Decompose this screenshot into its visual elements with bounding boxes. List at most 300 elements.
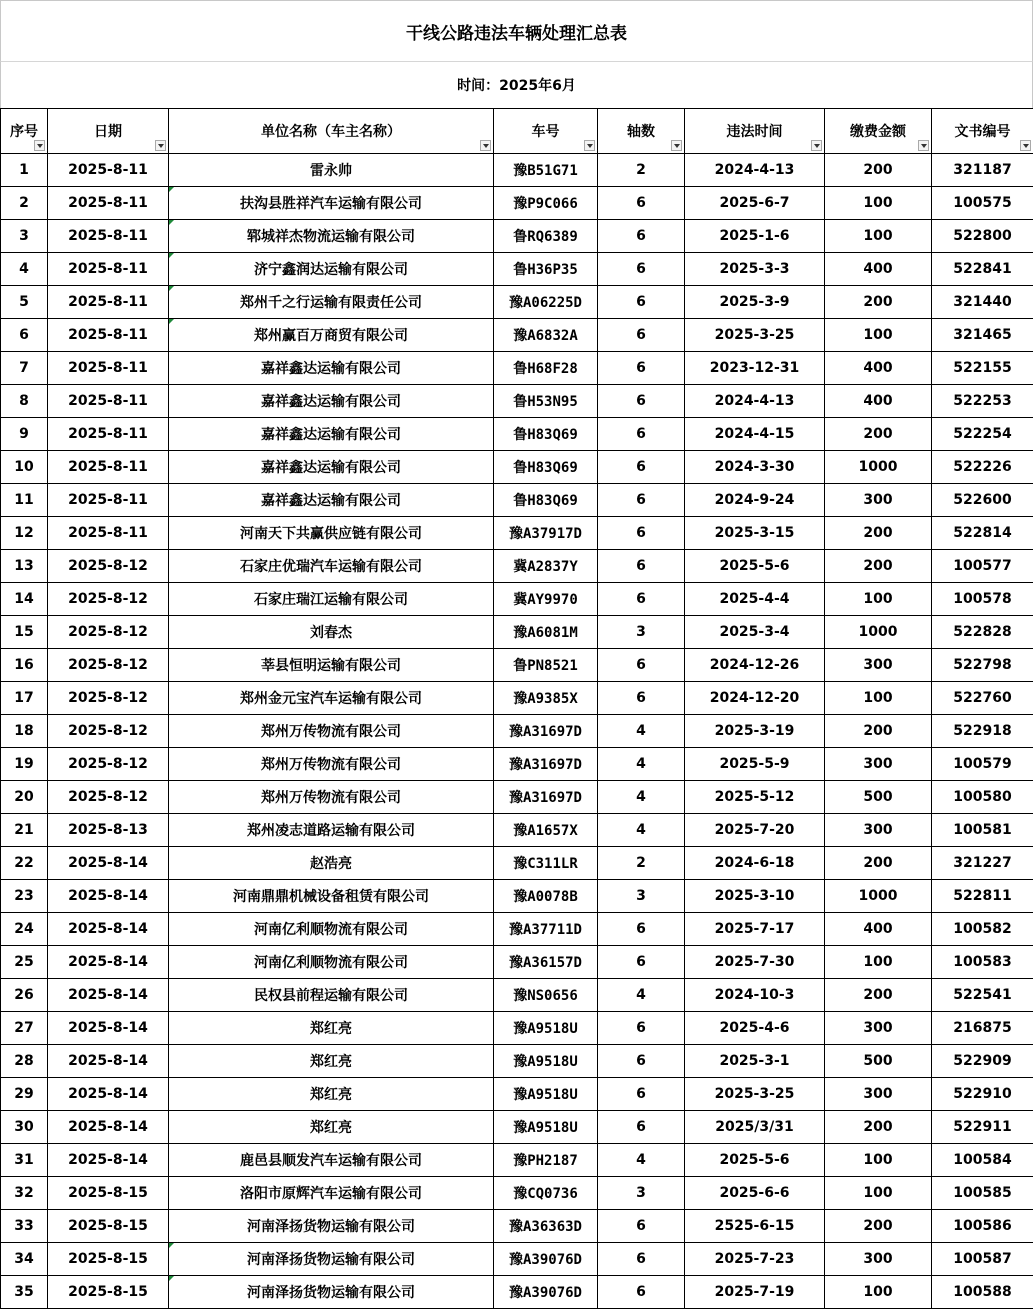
cell-plate[interactable]: 鲁PN8521 — [494, 649, 598, 682]
cell-violation-time[interactable]: 2025-4-6 — [685, 1012, 825, 1045]
cell-axles[interactable]: 6 — [598, 319, 685, 352]
cell-unit[interactable]: 郑红亮 — [169, 1045, 494, 1078]
cell-plate[interactable]: 豫PH2187 — [494, 1144, 598, 1177]
cell-doc-number[interactable]: 522798 — [932, 649, 1033, 682]
cell-unit[interactable]: 石家庄优瑞汽车运输有限公司 — [169, 550, 494, 583]
cell-violation-time[interactable]: 2025-5-6 — [685, 1144, 825, 1177]
cell-violation-time[interactable]: 2024-10-3 — [685, 979, 825, 1012]
header-doc-number-label: 文书编号 — [955, 124, 1011, 140]
cell-plate[interactable]: 豫A36157D — [494, 946, 598, 979]
filter-dropdown-icon[interactable] — [811, 140, 822, 151]
cell-plate[interactable]: 豫A39076D — [494, 1243, 598, 1276]
cell-doc-number[interactable]: 522828 — [932, 616, 1033, 649]
cell-doc-number[interactable]: 100579 — [932, 748, 1033, 781]
cell-axles[interactable]: 6 — [598, 1210, 685, 1243]
cell-violation-time[interactable]: 2025-3-10 — [685, 880, 825, 913]
cell-fee[interactable]: 200 — [825, 418, 932, 451]
cell-date[interactable]: 2025-8-14 — [48, 913, 169, 946]
cell-date[interactable]: 2025-8-14 — [48, 1012, 169, 1045]
cell-doc-number[interactable]: 100580 — [932, 781, 1033, 814]
cell-date[interactable]: 2025-8-11 — [48, 385, 169, 418]
cell-date[interactable]: 2025-8-15 — [48, 1243, 169, 1276]
cell-violation-time[interactable]: 2025/3/31 — [685, 1111, 825, 1144]
cell-plate[interactable]: 豫B51G71 — [494, 154, 598, 187]
cell-date[interactable]: 2025-8-12 — [48, 682, 169, 715]
cell-date[interactable]: 2025-8-12 — [48, 550, 169, 583]
cell-date[interactable]: 2025-8-11 — [48, 352, 169, 385]
cell-doc-number[interactable]: 522814 — [932, 517, 1033, 550]
cell-no[interactable]: 5 — [1, 286, 48, 319]
cell-plate[interactable]: 鲁H83Q69 — [494, 451, 598, 484]
cell-fee[interactable]: 200 — [825, 847, 932, 880]
cell-axles[interactable]: 6 — [598, 517, 685, 550]
cell-no[interactable]: 12 — [1, 517, 48, 550]
cell-fee[interactable]: 200 — [825, 517, 932, 550]
cell-date[interactable]: 2025-8-15 — [48, 1210, 169, 1243]
cell-violation-time[interactable]: 2025-6-6 — [685, 1177, 825, 1210]
cell-unit[interactable]: 郑州千之行运输有限责任公司 — [169, 286, 494, 319]
cell-violation-time[interactable]: 2025-3-4 — [685, 616, 825, 649]
cell-plate[interactable]: 豫A1657X — [494, 814, 598, 847]
cell-plate[interactable]: 豫A37711D — [494, 913, 598, 946]
cell-axles[interactable]: 6 — [598, 1012, 685, 1045]
cell-unit[interactable]: 郑红亮 — [169, 1078, 494, 1111]
cell-violation-time[interactable]: 2025-6-7 — [685, 187, 825, 220]
header-plate[interactable] — [494, 109, 598, 154]
cell-fee[interactable]: 1000 — [825, 451, 932, 484]
cell-unit[interactable]: 扶沟县胜祥汽车运输有限公司 — [169, 187, 494, 220]
cell-fee[interactable]: 1000 — [825, 880, 932, 913]
cell-fee[interactable]: 500 — [825, 1045, 932, 1078]
cell-no[interactable]: 13 — [1, 550, 48, 583]
cell-unit[interactable]: 石家庄瑞江运输有限公司 — [169, 583, 494, 616]
cell-date[interactable]: 2025-8-11 — [48, 484, 169, 517]
cell-date[interactable]: 2025-8-11 — [48, 319, 169, 352]
cell-date[interactable]: 2025-8-12 — [48, 715, 169, 748]
cell-no[interactable]: 1 — [1, 154, 48, 187]
cell-violation-time[interactable]: 2025-5-9 — [685, 748, 825, 781]
cell-no[interactable]: 3 — [1, 220, 48, 253]
cell-violation-time[interactable]: 2025-4-4 — [685, 583, 825, 616]
cell-date[interactable]: 2025-8-11 — [48, 154, 169, 187]
table-row — [1, 187, 1033, 220]
cell-violation-time[interactable]: 2025-7-20 — [685, 814, 825, 847]
cell-doc-number[interactable]: 321227 — [932, 847, 1033, 880]
cell-date[interactable]: 2025-8-14 — [48, 946, 169, 979]
cell-axles[interactable]: 2 — [598, 154, 685, 187]
cell-plate[interactable]: 豫A37917D — [494, 517, 598, 550]
cell-doc-number[interactable]: 100577 — [932, 550, 1033, 583]
cell-fee[interactable]: 200 — [825, 286, 932, 319]
cell-date[interactable]: 2025-8-14 — [48, 1111, 169, 1144]
cell-unit[interactable]: 郑州凌志道路运输有限公司 — [169, 814, 494, 847]
cell-violation-time[interactable]: 2024-6-18 — [685, 847, 825, 880]
cell-violation-time[interactable]: 2025-7-30 — [685, 946, 825, 979]
cell-fee[interactable]: 400 — [825, 385, 932, 418]
cell-date[interactable]: 2025-8-12 — [48, 616, 169, 649]
header-plate-label: 车号 — [532, 124, 560, 140]
cell-no[interactable]: 6 — [1, 319, 48, 352]
cell-doc-number[interactable]: 522155 — [932, 352, 1033, 385]
cell-fee[interactable]: 400 — [825, 913, 932, 946]
cell-date[interactable]: 2025-8-11 — [48, 187, 169, 220]
cell-unit[interactable]: 雷永帅 — [169, 154, 494, 187]
cell-fee[interactable]: 300 — [825, 484, 932, 517]
cell-axles[interactable]: 3 — [598, 616, 685, 649]
cell-violation-time[interactable]: 2024-12-26 — [685, 649, 825, 682]
filter-dropdown-icon[interactable] — [918, 140, 929, 151]
cell-date[interactable]: 2025-8-14 — [48, 1045, 169, 1078]
cell-fee[interactable]: 200 — [825, 154, 932, 187]
cell-date[interactable]: 2025-8-11 — [48, 517, 169, 550]
cell-fee[interactable]: 100 — [825, 1276, 932, 1309]
cell-no[interactable]: 25 — [1, 946, 48, 979]
header-violation-time[interactable] — [685, 109, 825, 154]
cell-plate[interactable]: 豫A6081M — [494, 616, 598, 649]
cell-violation-time[interactable]: 2025-3-25 — [685, 319, 825, 352]
cell-plate[interactable]: 豫A9385X — [494, 682, 598, 715]
cell-no[interactable]: 22 — [1, 847, 48, 880]
cell-date[interactable]: 2025-8-14 — [48, 979, 169, 1012]
cell-unit[interactable]: 河南天下共赢供应链有限公司 — [169, 517, 494, 550]
cell-doc-number[interactable]: 522800 — [932, 220, 1033, 253]
cell-plate[interactable]: 豫C311LR — [494, 847, 598, 880]
cell-violation-time[interactable]: 2024-3-30 — [685, 451, 825, 484]
cell-axles[interactable]: 2 — [598, 847, 685, 880]
cell-violation-time[interactable]: 2025-3-1 — [685, 1045, 825, 1078]
cell-doc-number[interactable]: 522226 — [932, 451, 1033, 484]
cell-axles[interactable]: 6 — [598, 253, 685, 286]
cell-fee[interactable]: 300 — [825, 1012, 932, 1045]
cell-violation-time[interactable]: 2024-12-20 — [685, 682, 825, 715]
cell-no[interactable]: 18 — [1, 715, 48, 748]
cell-violation-time[interactable]: 2025-3-3 — [685, 253, 825, 286]
cell-date[interactable]: 2025-8-11 — [48, 253, 169, 286]
cell-doc-number[interactable]: 522811 — [932, 880, 1033, 913]
header-axles[interactable] — [598, 109, 685, 154]
cell-date[interactable]: 2025-8-12 — [48, 748, 169, 781]
cell-doc-number[interactable]: 100585 — [932, 1177, 1033, 1210]
cell-unit[interactable]: 嘉祥鑫达运输有限公司 — [169, 352, 494, 385]
cell-no[interactable]: 29 — [1, 1078, 48, 1111]
cell-axles[interactable]: 3 — [598, 880, 685, 913]
cell-doc-number[interactable]: 522910 — [932, 1078, 1033, 1111]
cell-plate[interactable]: 豫A6832A — [494, 319, 598, 352]
cell-no[interactable]: 32 — [1, 1177, 48, 1210]
cell-no[interactable]: 33 — [1, 1210, 48, 1243]
cell-plate[interactable]: 鲁H36P35 — [494, 253, 598, 286]
cell-plate[interactable]: 豫P9C066 — [494, 187, 598, 220]
header-no[interactable] — [1, 109, 48, 154]
cell-axles[interactable]: 6 — [598, 583, 685, 616]
cell-unit[interactable]: 嘉祥鑫达运输有限公司 — [169, 451, 494, 484]
cell-axles[interactable]: 6 — [598, 682, 685, 715]
cell-date[interactable]: 2025-8-11 — [48, 418, 169, 451]
cell-fee[interactable]: 200 — [825, 550, 932, 583]
cell-axles[interactable]: 6 — [598, 1276, 685, 1309]
cell-doc-number[interactable]: 216875 — [932, 1012, 1033, 1045]
cell-violation-time[interactable]: 2023-12-31 — [685, 352, 825, 385]
cell-no[interactable]: 19 — [1, 748, 48, 781]
cell-axles[interactable]: 6 — [598, 913, 685, 946]
cell-axles[interactable]: 6 — [598, 1111, 685, 1144]
cell-unit[interactable]: 民权县前程运输有限公司 — [169, 979, 494, 1012]
cell-plate[interactable]: 豫A39076D — [494, 1276, 598, 1309]
cell-date[interactable]: 2025-8-14 — [48, 880, 169, 913]
cell-date[interactable]: 2025-8-11 — [48, 220, 169, 253]
filter-dropdown-icon[interactable] — [671, 140, 682, 151]
cell-unit[interactable]: 河南泽扬货物运输有限公司 — [169, 1243, 494, 1276]
cell-plate[interactable]: 冀A2837Y — [494, 550, 598, 583]
cell-plate[interactable]: 豫A0078B — [494, 880, 598, 913]
cell-axles[interactable]: 6 — [598, 649, 685, 682]
cell-no[interactable]: 4 — [1, 253, 48, 286]
cell-violation-time[interactable]: 2025-5-6 — [685, 550, 825, 583]
cell-axles[interactable]: 6 — [598, 1243, 685, 1276]
cell-fee[interactable]: 100 — [825, 1177, 932, 1210]
cell-no[interactable]: 17 — [1, 682, 48, 715]
cell-no[interactable]: 20 — [1, 781, 48, 814]
cell-axles[interactable]: 6 — [598, 946, 685, 979]
cell-axles[interactable]: 6 — [598, 1045, 685, 1078]
cell-no[interactable]: 21 — [1, 814, 48, 847]
cell-doc-number[interactable]: 522909 — [932, 1045, 1033, 1078]
cell-fee[interactable]: 100 — [825, 1144, 932, 1177]
cell-unit[interactable]: 赵浩亮 — [169, 847, 494, 880]
cell-doc-number[interactable]: 100584 — [932, 1144, 1033, 1177]
cell-plate[interactable]: 豫A9518U — [494, 1012, 598, 1045]
cell-no[interactable]: 9 — [1, 418, 48, 451]
header-doc-number[interactable] — [932, 109, 1033, 154]
cell-violation-time[interactable]: 2025-7-19 — [685, 1276, 825, 1309]
cell-doc-number[interactable]: 100581 — [932, 814, 1033, 847]
cell-fee[interactable]: 400 — [825, 352, 932, 385]
cell-plate[interactable]: 鲁H53N95 — [494, 385, 598, 418]
cell-plate[interactable]: 豫A06225D — [494, 286, 598, 319]
cell-doc-number[interactable]: 321465 — [932, 319, 1033, 352]
cell-unit[interactable]: 河南鼎鼎机械设备租赁有限公司 — [169, 880, 494, 913]
cell-plate[interactable]: 鲁RQ6389 — [494, 220, 598, 253]
cell-doc-number[interactable]: 522253 — [932, 385, 1033, 418]
cell-no[interactable]: 30 — [1, 1111, 48, 1144]
cell-no[interactable]: 27 — [1, 1012, 48, 1045]
cell-fee[interactable]: 1000 — [825, 616, 932, 649]
cell-axles[interactable]: 6 — [598, 187, 685, 220]
cell-fee[interactable]: 100 — [825, 682, 932, 715]
cell-unit[interactable]: 郑州金元宝汽车运输有限公司 — [169, 682, 494, 715]
cell-unit[interactable]: 济宁鑫润达运输有限公司 — [169, 253, 494, 286]
cell-violation-time[interactable]: 2024-4-15 — [685, 418, 825, 451]
cell-unit[interactable]: 郑红亮 — [169, 1111, 494, 1144]
cell-axles[interactable]: 4 — [598, 715, 685, 748]
cell-doc-number[interactable]: 522541 — [932, 979, 1033, 1012]
cell-date[interactable]: 2025-8-12 — [48, 649, 169, 682]
cell-axles[interactable]: 3 — [598, 1177, 685, 1210]
header-fee[interactable] — [825, 109, 932, 154]
cell-no[interactable]: 24 — [1, 913, 48, 946]
cell-axles[interactable]: 6 — [598, 220, 685, 253]
cell-doc-number[interactable]: 522254 — [932, 418, 1033, 451]
cell-violation-time[interactable]: 2025-3-19 — [685, 715, 825, 748]
cell-fee[interactable]: 300 — [825, 1078, 932, 1111]
cell-unit[interactable]: 郑州万传物流有限公司 — [169, 715, 494, 748]
cell-doc-number[interactable]: 100582 — [932, 913, 1033, 946]
cell-date[interactable]: 2025-8-14 — [48, 847, 169, 880]
cell-violation-time[interactable]: 2025-3-25 — [685, 1078, 825, 1111]
cell-plate[interactable]: 鲁H83Q69 — [494, 484, 598, 517]
cell-axles[interactable]: 6 — [598, 286, 685, 319]
cell-unit[interactable]: 河南泽扬货物运输有限公司 — [169, 1210, 494, 1243]
cell-no[interactable]: 14 — [1, 583, 48, 616]
cell-date[interactable]: 2025-8-11 — [48, 286, 169, 319]
cell-date[interactable]: 2025-8-12 — [48, 583, 169, 616]
cell-no[interactable]: 16 — [1, 649, 48, 682]
cell-date[interactable]: 2025-8-14 — [48, 1078, 169, 1111]
cell-unit[interactable]: 河南泽扬货物运输有限公司 — [169, 1276, 494, 1309]
cell-no[interactable]: 31 — [1, 1144, 48, 1177]
cell-fee[interactable]: 100 — [825, 187, 932, 220]
cell-plate[interactable]: 豫NS0656 — [494, 979, 598, 1012]
cell-date[interactable]: 2025-8-15 — [48, 1276, 169, 1309]
cell-date[interactable]: 2025-8-14 — [48, 1144, 169, 1177]
cell-date[interactable]: 2025-8-15 — [48, 1177, 169, 1210]
cell-violation-time[interactable]: 2025-7-17 — [685, 913, 825, 946]
cell-doc-number[interactable]: 321440 — [932, 286, 1033, 319]
cell-doc-number[interactable]: 100586 — [932, 1210, 1033, 1243]
cell-unit[interactable]: 河南亿利顺物流有限公司 — [169, 946, 494, 979]
cell-no[interactable]: 28 — [1, 1045, 48, 1078]
cell-doc-number[interactable]: 100575 — [932, 187, 1033, 220]
header-date[interactable] — [48, 109, 169, 154]
cell-axles[interactable]: 6 — [598, 550, 685, 583]
cell-axles[interactable]: 6 — [598, 1078, 685, 1111]
cell-doc-number[interactable]: 522918 — [932, 715, 1033, 748]
cell-axles[interactable]: 4 — [598, 1144, 685, 1177]
cell-axles[interactable]: 6 — [598, 451, 685, 484]
cell-no[interactable]: 35 — [1, 1276, 48, 1309]
table-row — [1, 1177, 1033, 1210]
cell-unit[interactable]: 鹿邑县顺发汽车运输有限公司 — [169, 1144, 494, 1177]
cell-fee[interactable]: 200 — [825, 715, 932, 748]
cell-doc-number[interactable]: 522841 — [932, 253, 1033, 286]
cell-fee[interactable]: 100 — [825, 583, 932, 616]
filter-dropdown-icon[interactable] — [1020, 140, 1031, 151]
cell-axles[interactable]: 4 — [598, 814, 685, 847]
cell-violation-time[interactable]: 2024-4-13 — [685, 154, 825, 187]
cell-unit[interactable]: 嘉祥鑫达运输有限公司 — [169, 418, 494, 451]
cell-fee[interactable]: 200 — [825, 1111, 932, 1144]
cell-fee[interactable]: 100 — [825, 319, 932, 352]
cell-plate[interactable]: 冀AY9970 — [494, 583, 598, 616]
cell-unit[interactable]: 郑州万传物流有限公司 — [169, 748, 494, 781]
cell-date[interactable]: 2025-8-11 — [48, 451, 169, 484]
cell-doc-number[interactable]: 522760 — [932, 682, 1033, 715]
cell-plate[interactable]: 豫A9518U — [494, 1111, 598, 1144]
cell-fee[interactable]: 200 — [825, 979, 932, 1012]
cell-violation-time[interactable]: 2025-3-9 — [685, 286, 825, 319]
cell-unit[interactable]: 郑红亮 — [169, 1012, 494, 1045]
header-unit[interactable] — [169, 109, 494, 154]
cell-doc-number[interactable]: 100578 — [932, 583, 1033, 616]
cell-plate[interactable]: 豫A31697D — [494, 781, 598, 814]
cell-plate[interactable]: 豫A36363D — [494, 1210, 598, 1243]
cell-violation-time[interactable]: 2025-7-23 — [685, 1243, 825, 1276]
cell-doc-number[interactable]: 522600 — [932, 484, 1033, 517]
cell-fee[interactable]: 200 — [825, 1210, 932, 1243]
cell-unit[interactable]: 莘县恒明运输有限公司 — [169, 649, 494, 682]
cell-no[interactable]: 15 — [1, 616, 48, 649]
cell-unit[interactable]: 洛阳市原辉汽车运输有限公司 — [169, 1177, 494, 1210]
cell-fee[interactable]: 100 — [825, 946, 932, 979]
cell-violation-time[interactable]: 2525-6-15 — [685, 1210, 825, 1243]
cell-no[interactable]: 34 — [1, 1243, 48, 1276]
cell-no[interactable]: 7 — [1, 352, 48, 385]
filter-dropdown-icon[interactable] — [155, 140, 166, 151]
cell-fee[interactable]: 300 — [825, 1243, 932, 1276]
cell-no[interactable]: 11 — [1, 484, 48, 517]
cell-unit[interactable]: 嘉祥鑫达运输有限公司 — [169, 484, 494, 517]
cell-violation-time[interactable]: 2024-9-24 — [685, 484, 825, 517]
cell-plate[interactable]: 豫A31697D — [494, 715, 598, 748]
cell-unit[interactable]: 河南亿利顺物流有限公司 — [169, 913, 494, 946]
cell-no[interactable]: 26 — [1, 979, 48, 1012]
cell-violation-time[interactable]: 2025-3-15 — [685, 517, 825, 550]
cell-no[interactable]: 8 — [1, 385, 48, 418]
cell-date[interactable]: 2025-8-13 — [48, 814, 169, 847]
cell-axles[interactable]: 6 — [598, 352, 685, 385]
cell-plate[interactable]: 鲁H83Q69 — [494, 418, 598, 451]
cell-plate[interactable]: 鲁H68F28 — [494, 352, 598, 385]
cell-fee[interactable]: 400 — [825, 253, 932, 286]
cell-axles[interactable]: 6 — [598, 418, 685, 451]
cell-doc-number[interactable]: 100588 — [932, 1276, 1033, 1309]
cell-plate[interactable]: 豫A9518U — [494, 1078, 598, 1111]
cell-fee[interactable]: 300 — [825, 814, 932, 847]
cell-doc-number[interactable]: 321187 — [932, 154, 1033, 187]
cell-fee[interactable]: 500 — [825, 781, 932, 814]
cell-unit[interactable]: 郓城祥杰物流运输有限公司 — [169, 220, 494, 253]
cell-no[interactable]: 23 — [1, 880, 48, 913]
cell-doc-number[interactable]: 522911 — [932, 1111, 1033, 1144]
cell-unit[interactable]: 刘春杰 — [169, 616, 494, 649]
cell-axles[interactable]: 4 — [598, 979, 685, 1012]
cell-no[interactable]: 10 — [1, 451, 48, 484]
cell-plate[interactable]: 豫A31697D — [494, 748, 598, 781]
cell-date[interactable]: 2025-8-12 — [48, 781, 169, 814]
cell-plate[interactable]: 豫CQ0736 — [494, 1177, 598, 1210]
filter-dropdown-icon[interactable] — [584, 140, 595, 151]
filter-dropdown-icon[interactable] — [34, 140, 45, 151]
cell-unit[interactable]: 郑州赢百万商贸有限公司 — [169, 319, 494, 352]
cell-axles[interactable]: 4 — [598, 781, 685, 814]
cell-doc-number[interactable]: 100583 — [932, 946, 1033, 979]
filter-dropdown-icon[interactable] — [480, 140, 491, 151]
cell-no[interactable]: 2 — [1, 187, 48, 220]
cell-doc-number[interactable]: 100587 — [932, 1243, 1033, 1276]
cell-axles[interactable]: 6 — [598, 484, 685, 517]
cell-fee[interactable]: 300 — [825, 649, 932, 682]
cell-fee[interactable]: 300 — [825, 748, 932, 781]
cell-unit[interactable]: 嘉祥鑫达运输有限公司 — [169, 385, 494, 418]
cell-violation-time[interactable]: 2025-1-6 — [685, 220, 825, 253]
cell-axles[interactable]: 6 — [598, 385, 685, 418]
cell-plate[interactable]: 豫A9518U — [494, 1045, 598, 1078]
cell-fee[interactable]: 100 — [825, 220, 932, 253]
cell-violation-time[interactable]: 2024-4-13 — [685, 385, 825, 418]
cell-axles[interactable]: 4 — [598, 748, 685, 781]
cell-violation-time[interactable]: 2025-5-12 — [685, 781, 825, 814]
cell-unit[interactable]: 郑州万传物流有限公司 — [169, 781, 494, 814]
